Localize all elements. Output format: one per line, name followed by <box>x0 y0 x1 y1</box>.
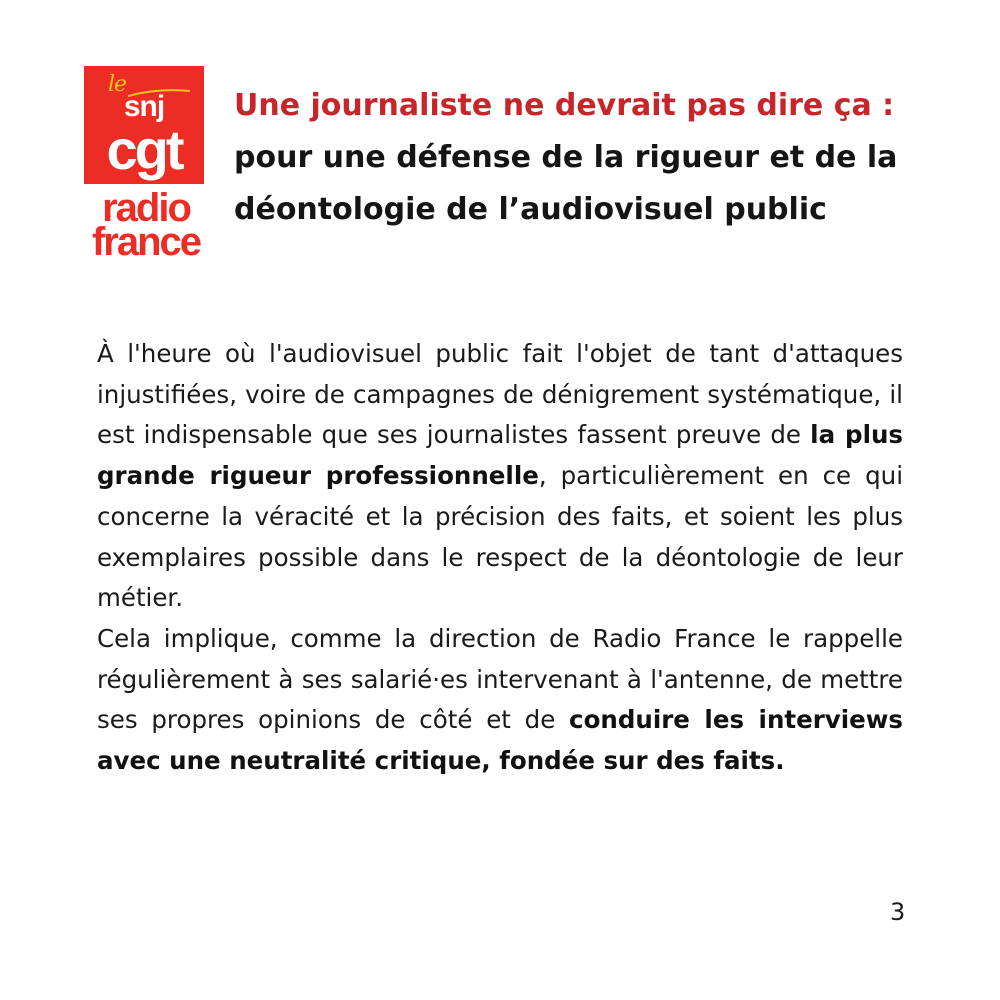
logo-le-text: le <box>108 72 127 97</box>
snj-cgt-radio-france-logo <box>84 66 204 262</box>
p1-text-c: , particulièrement en ce qui concerne la véracité et la précision des faits, et soient les plus exemplaires possible dans le respect de la déontologie de leur métier. <box>97 461 904 613</box>
p1-bold: la plus grande rigueur professionnelle <box>97 420 903 491</box>
body-text <box>97 334 903 782</box>
title-line-black: pour une défense de la rigueur et de la déontologie de l’audiovisuel public <box>234 140 898 227</box>
paragraph-1 <box>97 334 903 619</box>
logo-france-text: france <box>91 220 201 264</box>
logo-radio-text: radio <box>102 186 190 230</box>
title-line-red: Une journaliste ne devrait pas dire ça : <box>234 88 895 123</box>
p2-bold: conduire les interviews avec une neutralité critique, fondée sur des faits. <box>97 705 903 776</box>
logo-snj-text: snj <box>123 90 165 123</box>
p2-text-a: Cela implique, comme la direction de Radio France le rappelle régulièrement à ses salarié·es intervenant à l'antenne, de mettre ses propres opinions de côté et de <box>97 623 903 735</box>
page-number: 3 <box>890 898 906 926</box>
paragraph-2 <box>97 619 903 782</box>
p1-text-a: À l'heure où l'audiovisuel public fait l'objet de tant d'attaques injustifiées, voire de campagnes de dénigrement systématique, il est indispensable que ses journalistes fassent preuve de <box>97 339 903 450</box>
logo-cgt-text: cgt <box>106 118 182 181</box>
logo-red-box <box>84 66 204 184</box>
page-title <box>234 80 954 236</box>
